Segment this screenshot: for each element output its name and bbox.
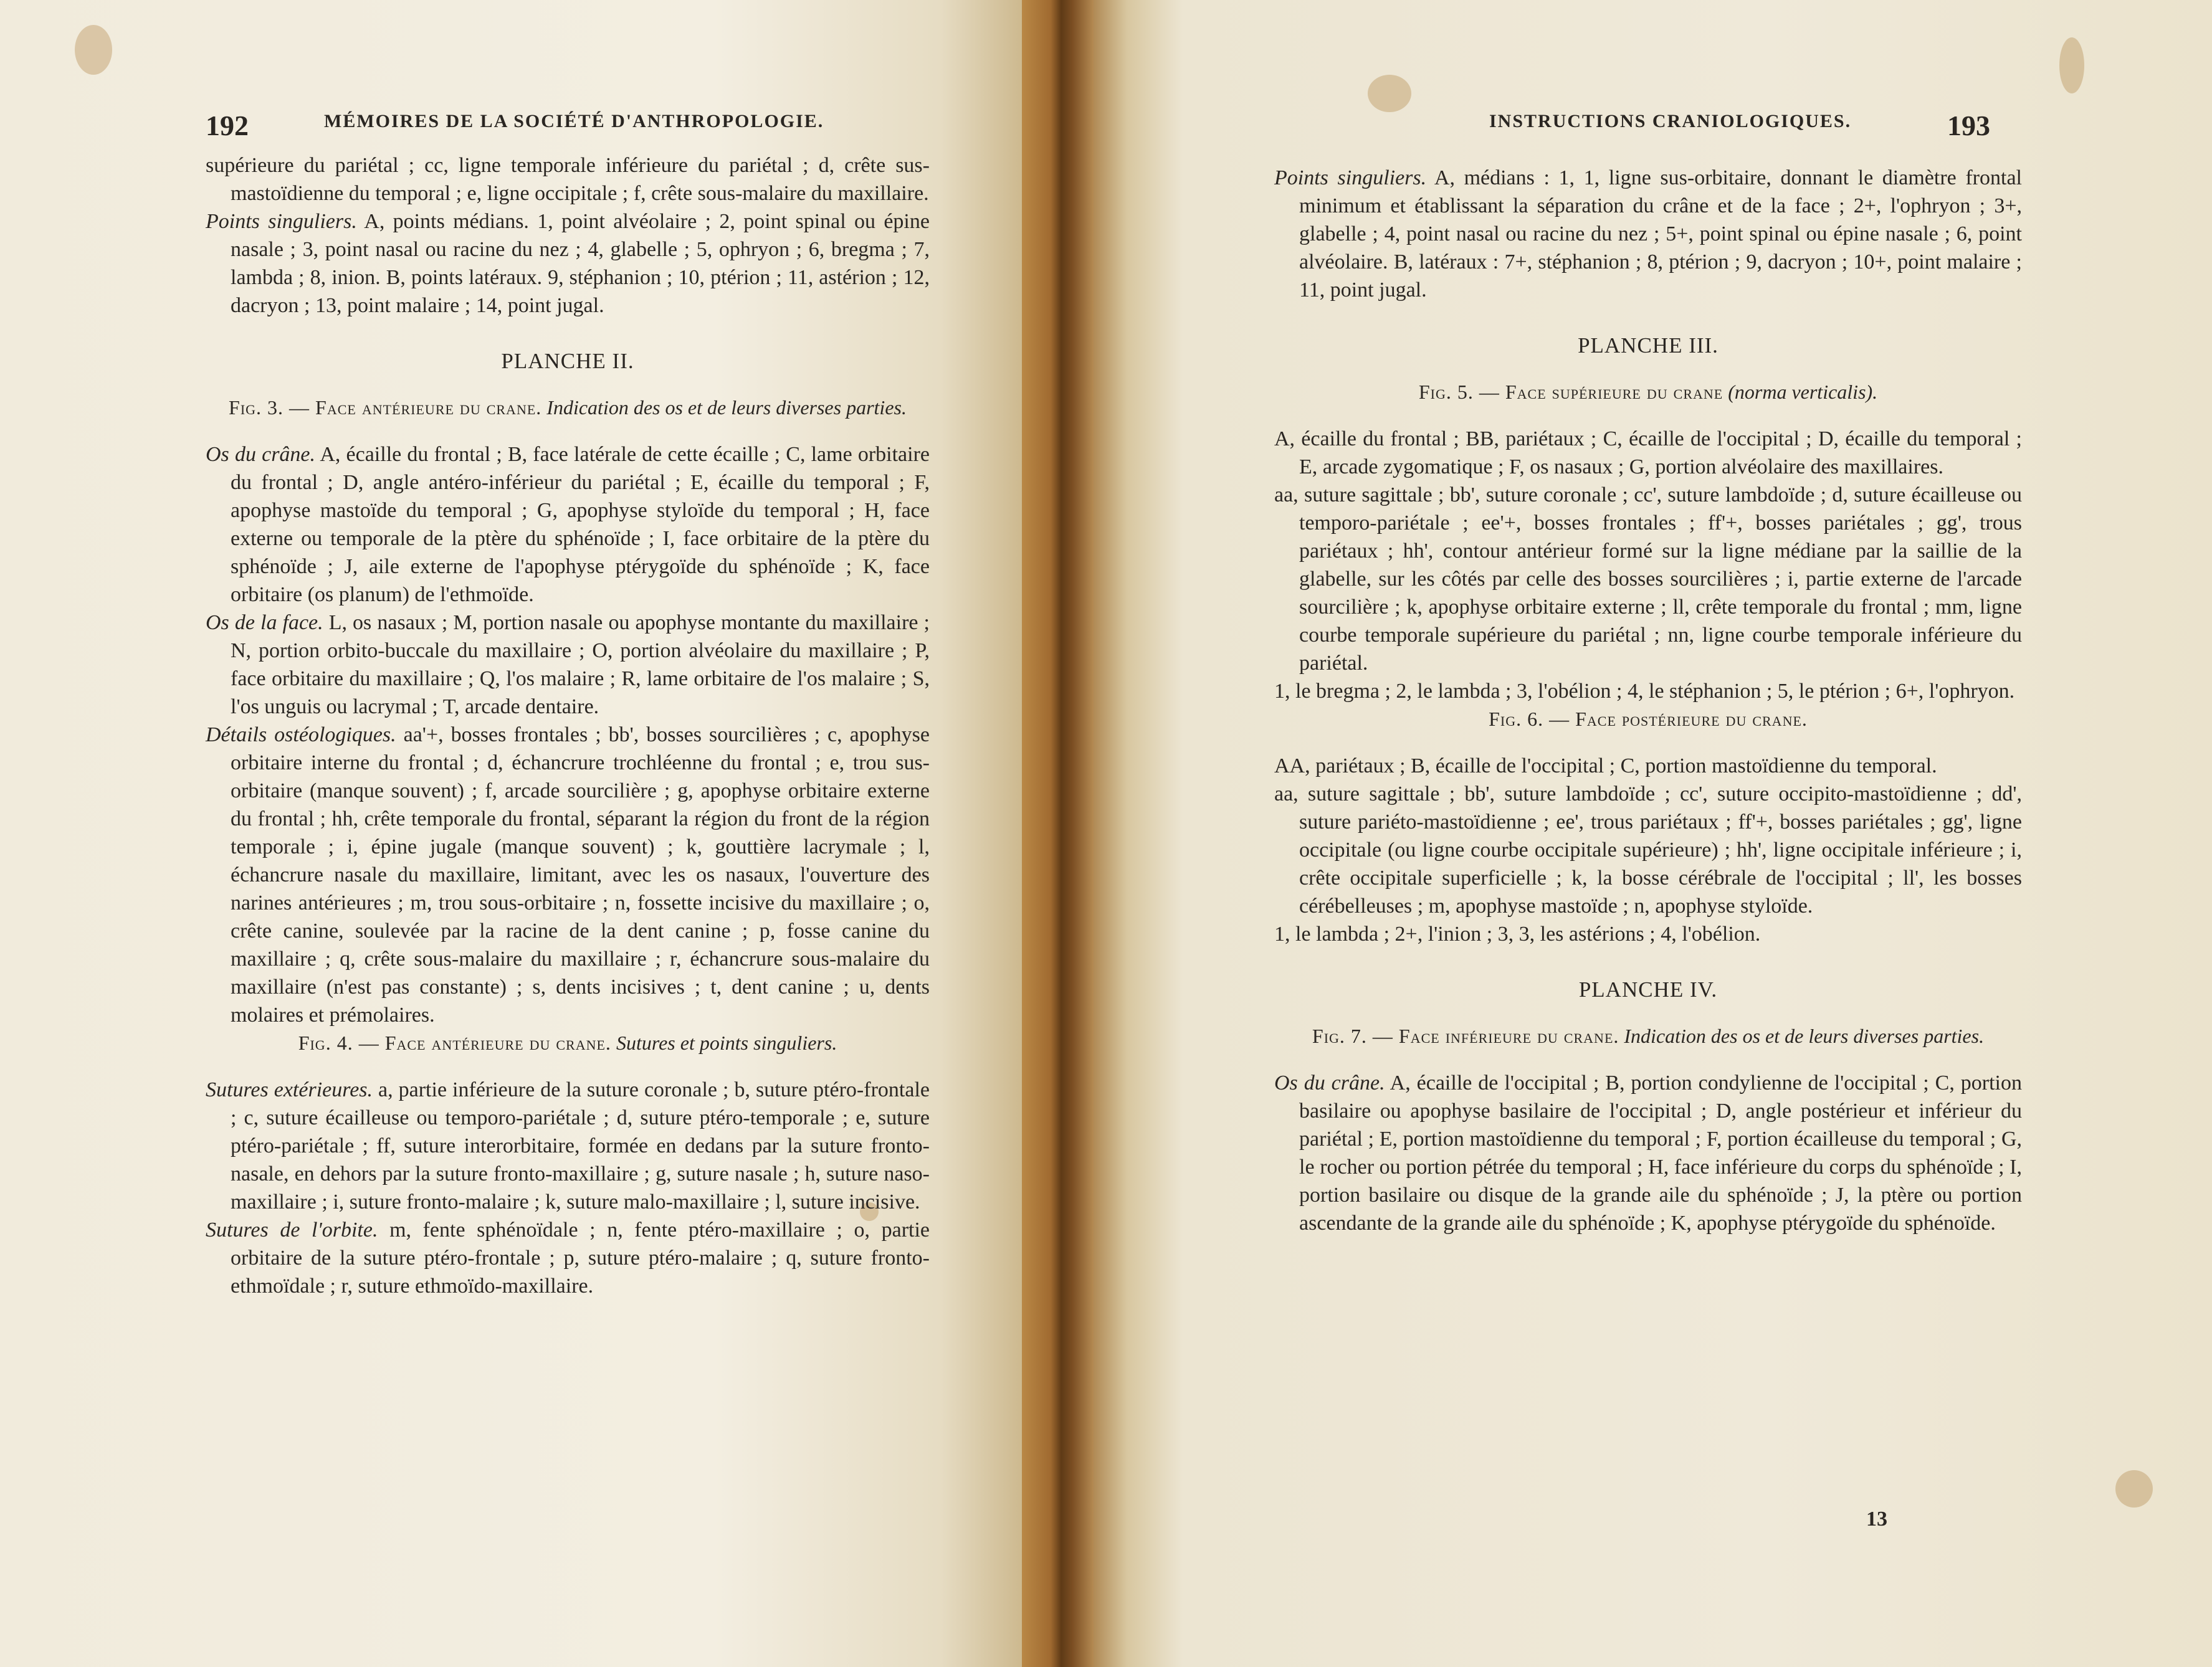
figure-title: Sutures et points singuliers. [611,1032,837,1054]
paragraph [206,1076,930,1216]
figure-label: Fig. 6. — Face postérieure du crane. [1489,708,1808,730]
paragraph-text: A, écaille du frontal ; B, face latérale de cette écaille ; C, lame orbitaire du frontal ; D, angle antéro-inférieur du pariétal ; E, écaille du temporal ; F, apophyse mastoïde du temporal ; G, apophyse styloïde du temporal ; H, face externe ou temporale de la ptère du sphénoïde ; I, face orbitaire de la ptère du sphénoïde ; J, aile externe de l'apophyse ptérygoïde du sphénoïde ; K, face orbitaire (os planum) de l'ethmoïde. [231,443,930,606]
paragraph-text: a, partie inférieure de la suture coronale ; b, suture ptéro-frontale ; c, suture écailleuse ou temporo-pariétale ; d, suture ptéro-temporale ; e, suture ptéro-pariétale ; ff, suture interorbitaire, formée en dedans par la suture fronto-nasale, en dehors par la suture fronto-maxillaire ; g, suture nasale ; h, suture naso-maxillaire ; i, suture fronto-malaire ; k, suture malo-maxillaire ; l, suture incisive. [231,1078,930,1213]
plate-heading: PLANCHE II. [501,349,634,373]
paragraph-text: aa, suture sagittale ; bb', suture lambdoïde ; cc', suture occipito-mastoïdienne ; dd', suture pariéto-mastoïdienne ; ee', trous pariétaux ; ff'+, bosses pariétales ; gg', ligne occipitale (ou ligne courbe occipitale supérieure) ; hh', ligne occipitale inférieure ; i, crête occipitale superficielle ; k, la bosse cérébrale de l'occipital ; ll', les bosses cérébelleuses ; m, apophyse mastoïde ; n, apophyse styloïde. [1274,782,2022,918]
paragraph [1274,481,2022,677]
figure-caption [206,1029,930,1057]
paragraph-lead: Sutures extérieures. [206,1078,373,1101]
text-column [206,151,930,1300]
paragraph-lead: Points singuliers. [1274,166,1427,189]
page-number: 193 [1947,110,1990,141]
paragraph [206,1216,930,1300]
figure-title: (norma verticalis). [1723,381,1878,403]
figure-label: Fig. 5. — Face supérieure du crane [1418,381,1723,403]
foxing-stain [2115,1470,2153,1508]
paragraph-text: aa'+, bosses frontales ; bb', bosses sourcilières ; c, apophyse orbitaire interne du frontal ; d, échancrure trochléenne du frontal ; e, trou sus-orbitaire (manque souvent) ; f, arcade sourcilière ; g, apophyse orbitaire externe du frontal ; hh, crête temporale du frontal, séparant la région du front de la région temporale ; i, épine jugale (manque souvent) ; k, gouttière lacrymale ; l, échancrure nasale du maxillaire, limitant, avec les os nasaux, l'ouverture des narines antérieures ; m, trou sous-orbitaire ; n, fossette incisive du maxillaire ; o, crête canine, soulevée par la racine de la dent canine ; p, fosse canine du maxillaire ; q, crête sous-malaire du maxillaire ; r, échancrure sous-malaire du maxillaire (n'est pas constante) ; s, dents incisives ; t, dent canine ; u, dents molaires et prémolaires. [231,723,930,1027]
book-gutter [1022,0,1094,1667]
running-head: MÉMOIRES DE LA SOCIÉTÉ D'ANTHROPOLOGIE. [324,111,824,131]
paragraph-text: A, médians : 1, 1, ligne sus-orbitaire, donnant le diamètre frontal minimum et établissant la séparation du crâne et de la face ; 2+, l'ophryon ; 3+, glabelle ; 4, point nasal ou racine du nez ; 5+, point spinal ou épine nasale ; 6, point alvéolaire. B, latéraux : 7+, stéphanion ; 8, ptérion ; 9, dacryon ; 10+, point malaire ; 11, point jugal. [1299,166,2022,302]
paragraph-lead: Sutures de l'orbite. [206,1218,378,1242]
paragraph [1274,425,2022,481]
figure-label: Fig. 7. — Face inférieure du crane. [1312,1025,1619,1047]
paragraph [206,151,930,207]
paragraph [1274,1069,2022,1237]
figure-caption [206,394,930,422]
paragraph-text: 1, le bregma ; 2, le lambda ; 3, l'obélion ; 4, le stéphanion ; 5, le ptérion ; 6+, l'ophryon. [1274,680,2015,703]
paragraph [206,721,930,1029]
signature-mark: 13 [1866,1508,1887,1531]
paragraph-text: L, os nasaux ; M, portion nasale ou apophyse montante du maxillaire ; N, portion orbito-buccale du maxillaire ; O, portion alvéolaire du maxillaire ; P, face orbitaire du maxillaire ; Q, l'os malaire ; R, lame orbitaire de l'os malaire ; S, l'os unguis ou lacrymal ; T, arcade dentaire. [231,611,930,718]
paragraph-text: supérieure du pariétal ; cc, ligne temporale inférieure du pariétal ; d, crête sus-mastoïdienne du temporal ; e, ligne occipitale ; f, crête sous-malaire du maxillaire. [206,154,930,205]
paragraph-lead: Points singuliers. [206,210,357,233]
paragraph-text: AA, pariétaux ; B, écaille de l'occipital ; C, portion mastoïdienne du temporal. [1274,754,1937,777]
figure-label: Fig. 4. — Face antérieure du crane. [298,1032,611,1054]
paragraph [206,609,930,721]
paragraph-text: m, fente sphénoïdale ; n, fente ptéro-maxillaire ; o, partie orbitaire de la suture ptéro-frontale ; p, suture ptéro-malaire ; q, suture fronto-ethmoïdale ; r, suture ethmoïdo-maxillaire. [231,1218,930,1298]
paragraph-lead: Os de la face. [206,611,323,634]
paragraph-lead: Os du crâne. [206,443,316,466]
foxing-stain [1368,75,1411,112]
right-page [1094,0,2212,1667]
paragraph [1274,780,2022,920]
paragraph [1274,677,2022,705]
plate-heading: PLANCHE III. [1578,333,1719,358]
paragraph [1274,920,2022,948]
foxing-stain [2059,37,2084,93]
figure-label: Fig. 3. — Face antérieure du crane. [229,396,542,419]
figure-caption [1274,1022,2022,1050]
paragraph [206,207,930,320]
paragraph [206,440,930,609]
figure-title: Indication des os et de leurs diverses parties. [1619,1025,1985,1047]
figure-title: Indication des os et de leurs diverses parties. [541,396,907,419]
page-number: 192 [206,110,249,141]
paragraph [1274,752,2022,780]
figure-caption [1274,705,2022,733]
paragraph-text: A, points médians. 1, point alvéolaire ; 2, point spinal ou épine nasale ; 3, point nasal ou racine du nez ; 4, glabelle ; 5, ophryon ; 6, bregma ; 7, lambda ; 8, inion. B, points latéraux. 9, stéphanion ; 10, ptérion ; 11, astérion ; 12, dacryon ; 13, point malaire ; 14, point jugal. [231,210,930,317]
paragraph-lead: Os du crâne. [1274,1071,1385,1095]
paragraph-text: 1, le lambda ; 2+, l'inion ; 3, 3, les astérions ; 4, l'obélion. [1274,923,1761,946]
text-column [1274,164,2022,1237]
left-page [0,0,1022,1667]
running-head: INSTRUCTIONS CRANIOLOGIQUES. [1489,111,1852,131]
paragraph-lead: Détails ostéologiques. [206,723,396,746]
paragraph-text: A, écaille du frontal ; BB, pariétaux ; C, écaille de l'occipital ; D, écaille du temporal ; E, arcade zygomatique ; F, os nasaux ; G, portion alvéolaire des maxillaires. [1274,427,2022,478]
paragraph-text: A, écaille de l'occipital ; B, portion condylienne de l'occipital ; C, portion basilaire ou apophyse basilaire de l'occipital ; D, angle postérieur et inférieur du pariétal ; E, portion mastoïdienne du temporal ; F, portion écailleuse du temporal ; G, le rocher ou portion pétrée du temporal ; H, face inférieure du corps du sphénoïde ; I, portion basilaire ou disque de la grande aile du sphénoïde ; J, la ptère ou portion ascendante de la grande aile du sphénoïde ; K, apophyse ptérygoïde du sphénoïde. [1299,1071,2022,1235]
paragraph-text: aa, suture sagittale ; bb', suture coronale ; cc', suture lambdoïde ; d, suture écailleuse ou temporo-pariétale ; ee'+, bosses frontales ; ff'+, bosses pariétales ; gg', trous pariétaux ; hh', contour antérieur formé sur la ligne médiane par la saillie de la glabelle, sur les côtés par celle des bosses sourcilières ; i, partie externe de l'arcade sourcilière ; k, apophyse orbitaire externe ; ll, crête temporale du frontal ; mm, ligne courbe temporale supérieure du pariétal ; nn, ligne courbe temporale inférieure du pariétal. [1274,483,2022,675]
foxing-stain [75,25,112,75]
figure-caption [1274,378,2022,406]
plate-heading: PLANCHE IV. [1578,977,1718,1002]
paragraph [1274,164,2022,304]
